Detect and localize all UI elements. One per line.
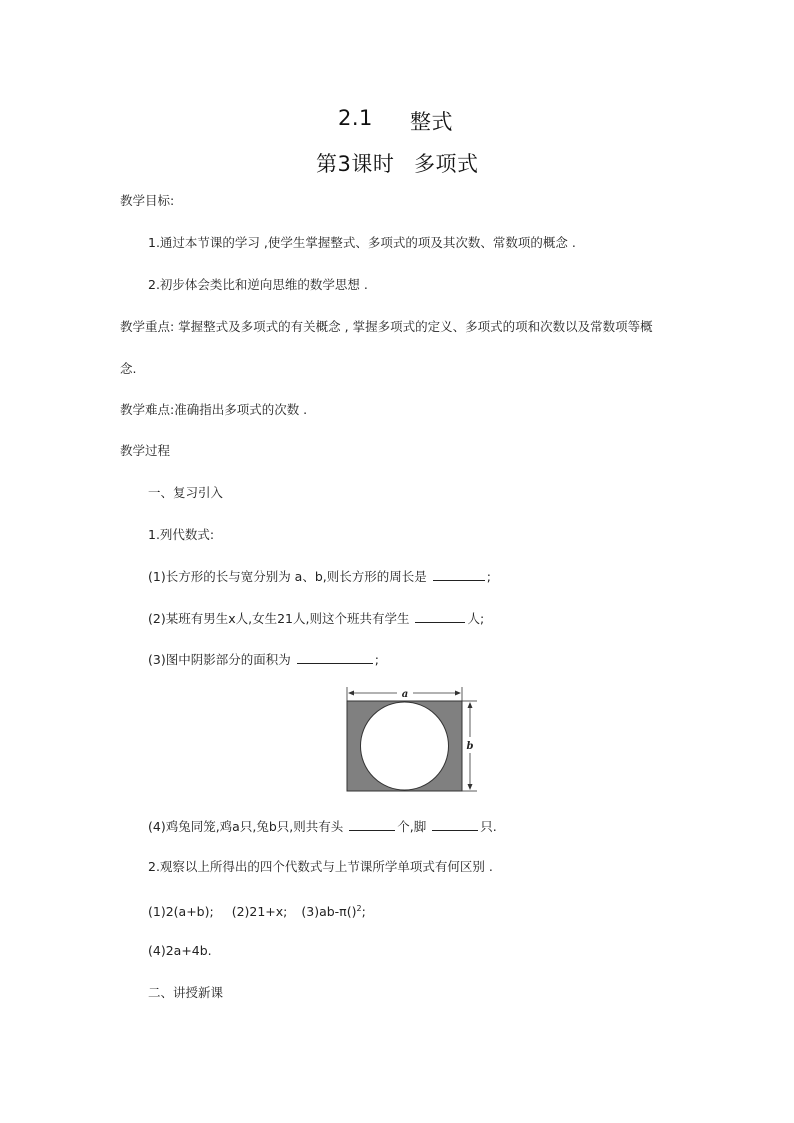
answer-blank-2[interactable]	[415, 610, 465, 623]
answer-blank-4a[interactable]	[349, 818, 395, 831]
question-2	[148, 610, 484, 627]
expression-1: (1)2(a+b);	[148, 904, 214, 920]
sub-heading-1: 1.列代数式:	[148, 527, 215, 542]
lesson-number: 第3课时	[316, 152, 395, 176]
answer-blank-4b[interactable]	[432, 818, 478, 831]
section-2-heading: 二、讲授新课	[148, 985, 224, 1000]
question-1	[148, 568, 491, 585]
section-title: 整式	[410, 110, 453, 134]
inner-circle	[361, 702, 449, 790]
question-4-text: (4)鸡兔同笼,鸡a只,兔b只,则共有头	[148, 819, 344, 834]
section-number: 2.1	[338, 106, 373, 130]
expression-2: (2)21+x;	[231, 904, 288, 920]
sub-heading-2: 2.观察以上所得出的四个代数式与上节课所学单项式有何区别 .	[148, 859, 493, 874]
question-1-end: ;	[486, 569, 491, 584]
key-points-line-1: 教学重点: 掌握整式及多项式的有关概念 , 掌握多项式的定义、多项式的项和次数以及常数项等概	[120, 319, 653, 334]
expressions-line-1	[148, 901, 366, 920]
objective-item-2: 2.初步体会类比和逆向思维的数学思想 .	[148, 277, 368, 292]
question-1-text: (1)长方形的长与宽分别为 a、b,则长方形的周长是	[148, 569, 427, 584]
question-2-end: 人;	[467, 611, 485, 626]
question-3-text: (3)图中阴影部分的面积为	[148, 652, 291, 667]
key-points-line-2: 念.	[120, 361, 137, 376]
question-4-end: 只.	[480, 819, 497, 834]
objectives-label: 教学目标:	[120, 193, 175, 208]
arrow-a-right	[455, 691, 461, 696]
expressions-line-2: (4)2a+4b.	[148, 943, 212, 958]
expression-3-end: ;	[361, 904, 366, 920]
expression-3: (3)ab-π()	[301, 904, 357, 920]
answer-blank-3[interactable]	[297, 651, 373, 664]
question-4	[148, 818, 497, 835]
shaded-area-figure	[335, 685, 485, 797]
question-4-middle: 个,脚	[397, 819, 427, 834]
label-a: a	[401, 689, 409, 700]
arrow-b-bottom	[468, 784, 473, 790]
section-1-heading: 一、复习引入	[148, 485, 224, 500]
process-heading: 教学过程	[120, 443, 171, 458]
expression-3-exponent: 2	[356, 904, 362, 913]
question-3-end: ;	[374, 652, 379, 667]
label-b: b	[466, 741, 474, 752]
question-3	[148, 651, 379, 668]
lesson-title: 多项式	[414, 152, 479, 176]
arrow-a-left	[348, 691, 354, 696]
arrow-b-top	[468, 702, 473, 708]
answer-blank-1[interactable]	[433, 568, 485, 581]
objective-item-1: 1.通过本节课的学习 ,使学生掌握整式、多项式的项及其次数、常数项的概念 .	[148, 235, 576, 250]
question-2-text: (2)某班有男生x人,女生21人,则这个班共有学生	[148, 611, 410, 626]
difficulty-text: 教学难点:准确指出多项式的次数 .	[120, 402, 308, 417]
